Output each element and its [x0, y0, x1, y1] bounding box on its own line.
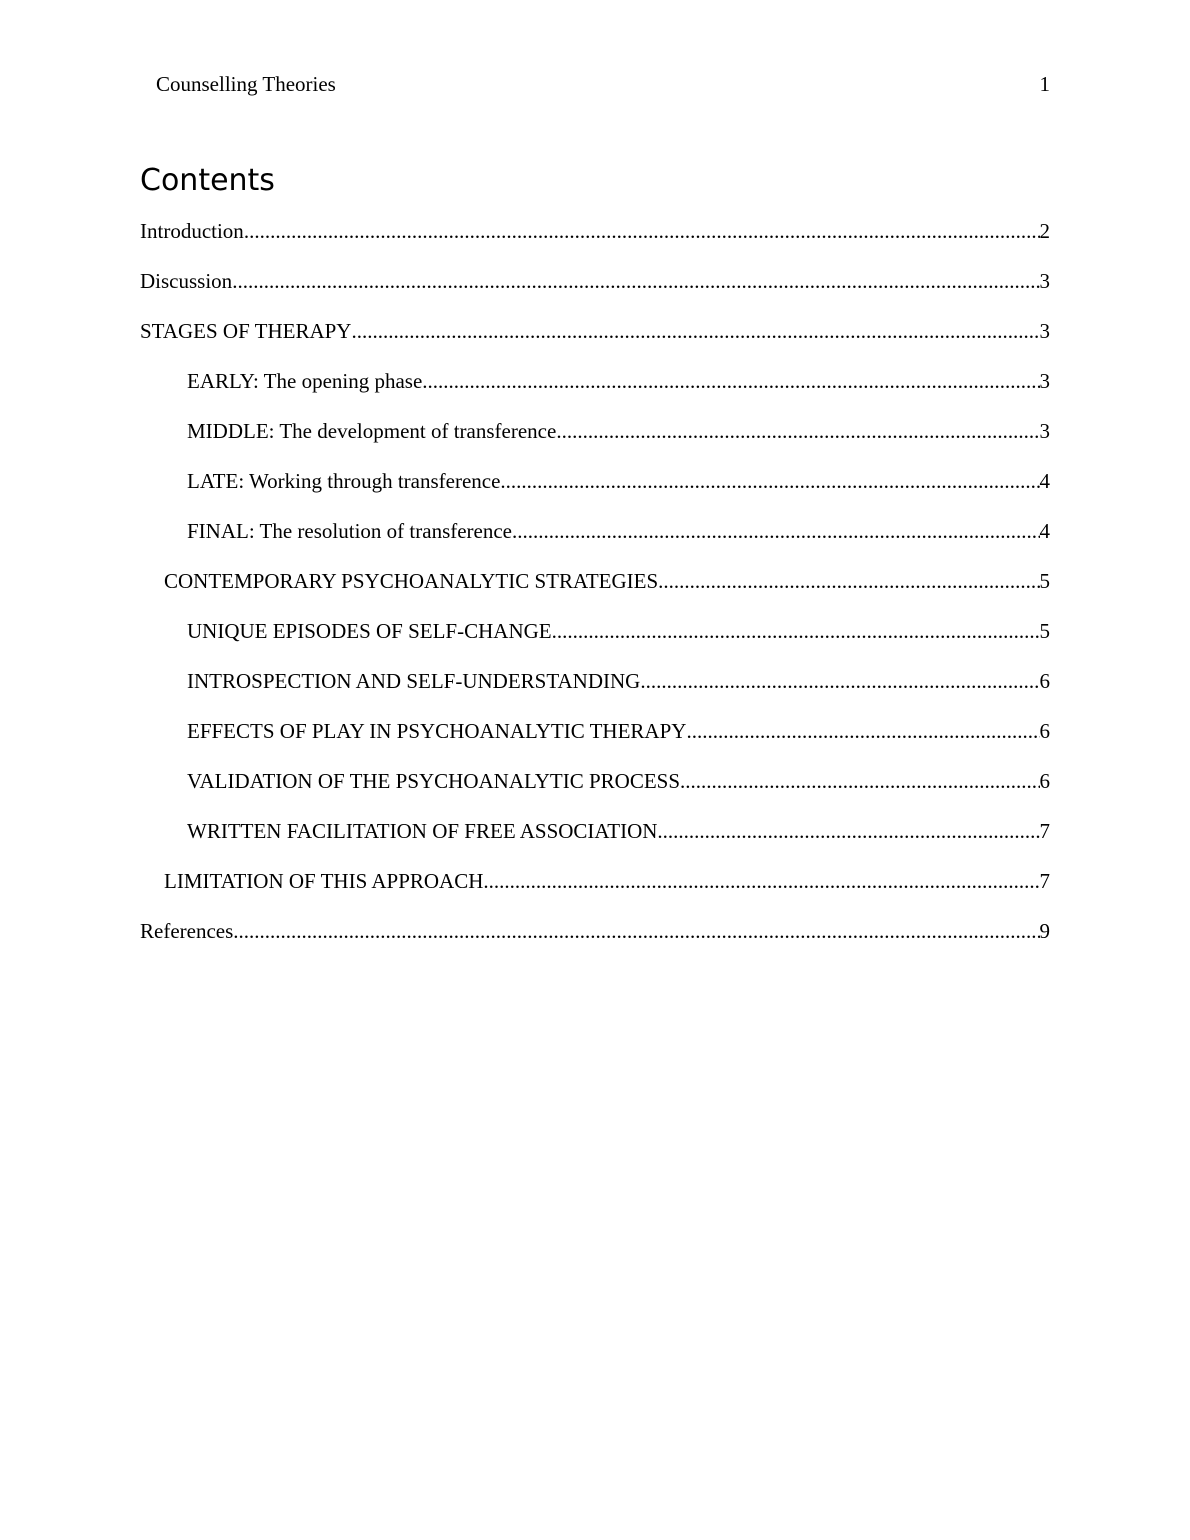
- toc-entry-contemporary-strategies[interactable]: [140, 564, 1050, 614]
- toc-entry-effects-of-play[interactable]: [140, 714, 1050, 764]
- toc-entry-page: 4: [1039, 469, 1050, 493]
- toc-entry-unique-episodes[interactable]: [140, 614, 1050, 664]
- toc-entry-page: 3: [1039, 369, 1050, 393]
- toc-entry-page: 6: [1039, 669, 1050, 693]
- toc-entry-limitation[interactable]: [140, 864, 1050, 914]
- toc-entry-label: UNIQUE EPISODES OF SELF-CHANGE: [187, 619, 552, 643]
- toc-entry-page: 5: [1039, 619, 1050, 643]
- dot-leader: [552, 614, 1040, 648]
- dot-leader: [512, 514, 1039, 548]
- toc-entry-label: VALIDATION OF THE PSYCHOANALYTIC PROCESS: [187, 769, 681, 793]
- toc-entry-references[interactable]: [140, 914, 1050, 964]
- dot-leader: [351, 314, 1039, 348]
- dot-leader: [657, 814, 1039, 848]
- toc-entry-label: STAGES OF THERAPY: [140, 319, 352, 343]
- dot-leader: [680, 764, 1039, 798]
- toc-entry-page: 6: [1039, 719, 1050, 743]
- toc-entry-middle[interactable]: [140, 414, 1050, 464]
- dot-leader: [500, 464, 1039, 498]
- toc-entry-label: FINAL: The resolution of transference: [187, 519, 513, 543]
- dot-leader: [244, 214, 1040, 248]
- dot-leader: [483, 864, 1039, 898]
- toc-heading: Contents: [140, 163, 275, 198]
- toc-entry-introspection[interactable]: [140, 664, 1050, 714]
- toc-entry-label: EARLY: The opening phase: [187, 369, 423, 393]
- dot-leader: [233, 914, 1039, 948]
- dot-leader: [686, 714, 1039, 748]
- dot-leader: [556, 414, 1039, 448]
- dot-leader: [658, 564, 1039, 598]
- toc-entry-final[interactable]: [140, 514, 1050, 564]
- toc-entry-label: EFFECTS OF PLAY IN PSYCHOANALYTIC THERAPY: [187, 719, 687, 743]
- toc-entry-page: 3: [1039, 419, 1050, 443]
- toc-entry-label: LIMITATION OF THIS APPROACH: [164, 869, 484, 893]
- toc-entry-page: 5: [1039, 569, 1050, 593]
- toc-entry-page: 9: [1039, 919, 1050, 943]
- toc-entry-label: References: [140, 919, 234, 943]
- page-header: [156, 70, 1050, 98]
- toc-entry-page: 7: [1039, 819, 1050, 843]
- toc-entry-label: Discussion: [140, 269, 233, 293]
- toc-entry-label: Introduction: [140, 219, 244, 243]
- toc-entry-late[interactable]: [140, 464, 1050, 514]
- dot-leader: [232, 264, 1039, 298]
- toc-entry-page: 2: [1039, 219, 1050, 243]
- toc-entry-page: 6: [1039, 769, 1050, 793]
- toc-entry-page: 4: [1039, 519, 1050, 543]
- toc-entry-validation[interactable]: [140, 764, 1050, 814]
- toc-entry-stages-of-therapy[interactable]: [140, 314, 1050, 364]
- running-head-title: Counselling Theories: [156, 72, 336, 96]
- dot-leader: [640, 664, 1039, 698]
- page-number: 1: [1039, 72, 1050, 96]
- toc-entry-page: 3: [1039, 319, 1050, 343]
- table-of-contents: [140, 214, 1050, 964]
- toc-entry-page: 3: [1039, 269, 1050, 293]
- toc-entry-label: CONTEMPORARY PSYCHOANALYTIC STRATEGIES: [164, 569, 659, 593]
- toc-entry-written-facilitation[interactable]: [140, 814, 1050, 864]
- toc-entry-label: INTROSPECTION AND SELF-UNDERSTANDING: [187, 669, 641, 693]
- toc-entry-introduction[interactable]: [140, 214, 1050, 264]
- toc-entry-label: MIDDLE: The development of transference: [187, 419, 557, 443]
- dot-leader: [422, 364, 1039, 398]
- toc-entry-label: LATE: Working through transference: [187, 469, 501, 493]
- toc-entry-discussion[interactable]: [140, 264, 1050, 314]
- toc-entry-page: 7: [1039, 869, 1050, 893]
- toc-entry-early[interactable]: [140, 364, 1050, 414]
- toc-entry-label: WRITTEN FACILITATION OF FREE ASSOCIATION: [187, 819, 658, 843]
